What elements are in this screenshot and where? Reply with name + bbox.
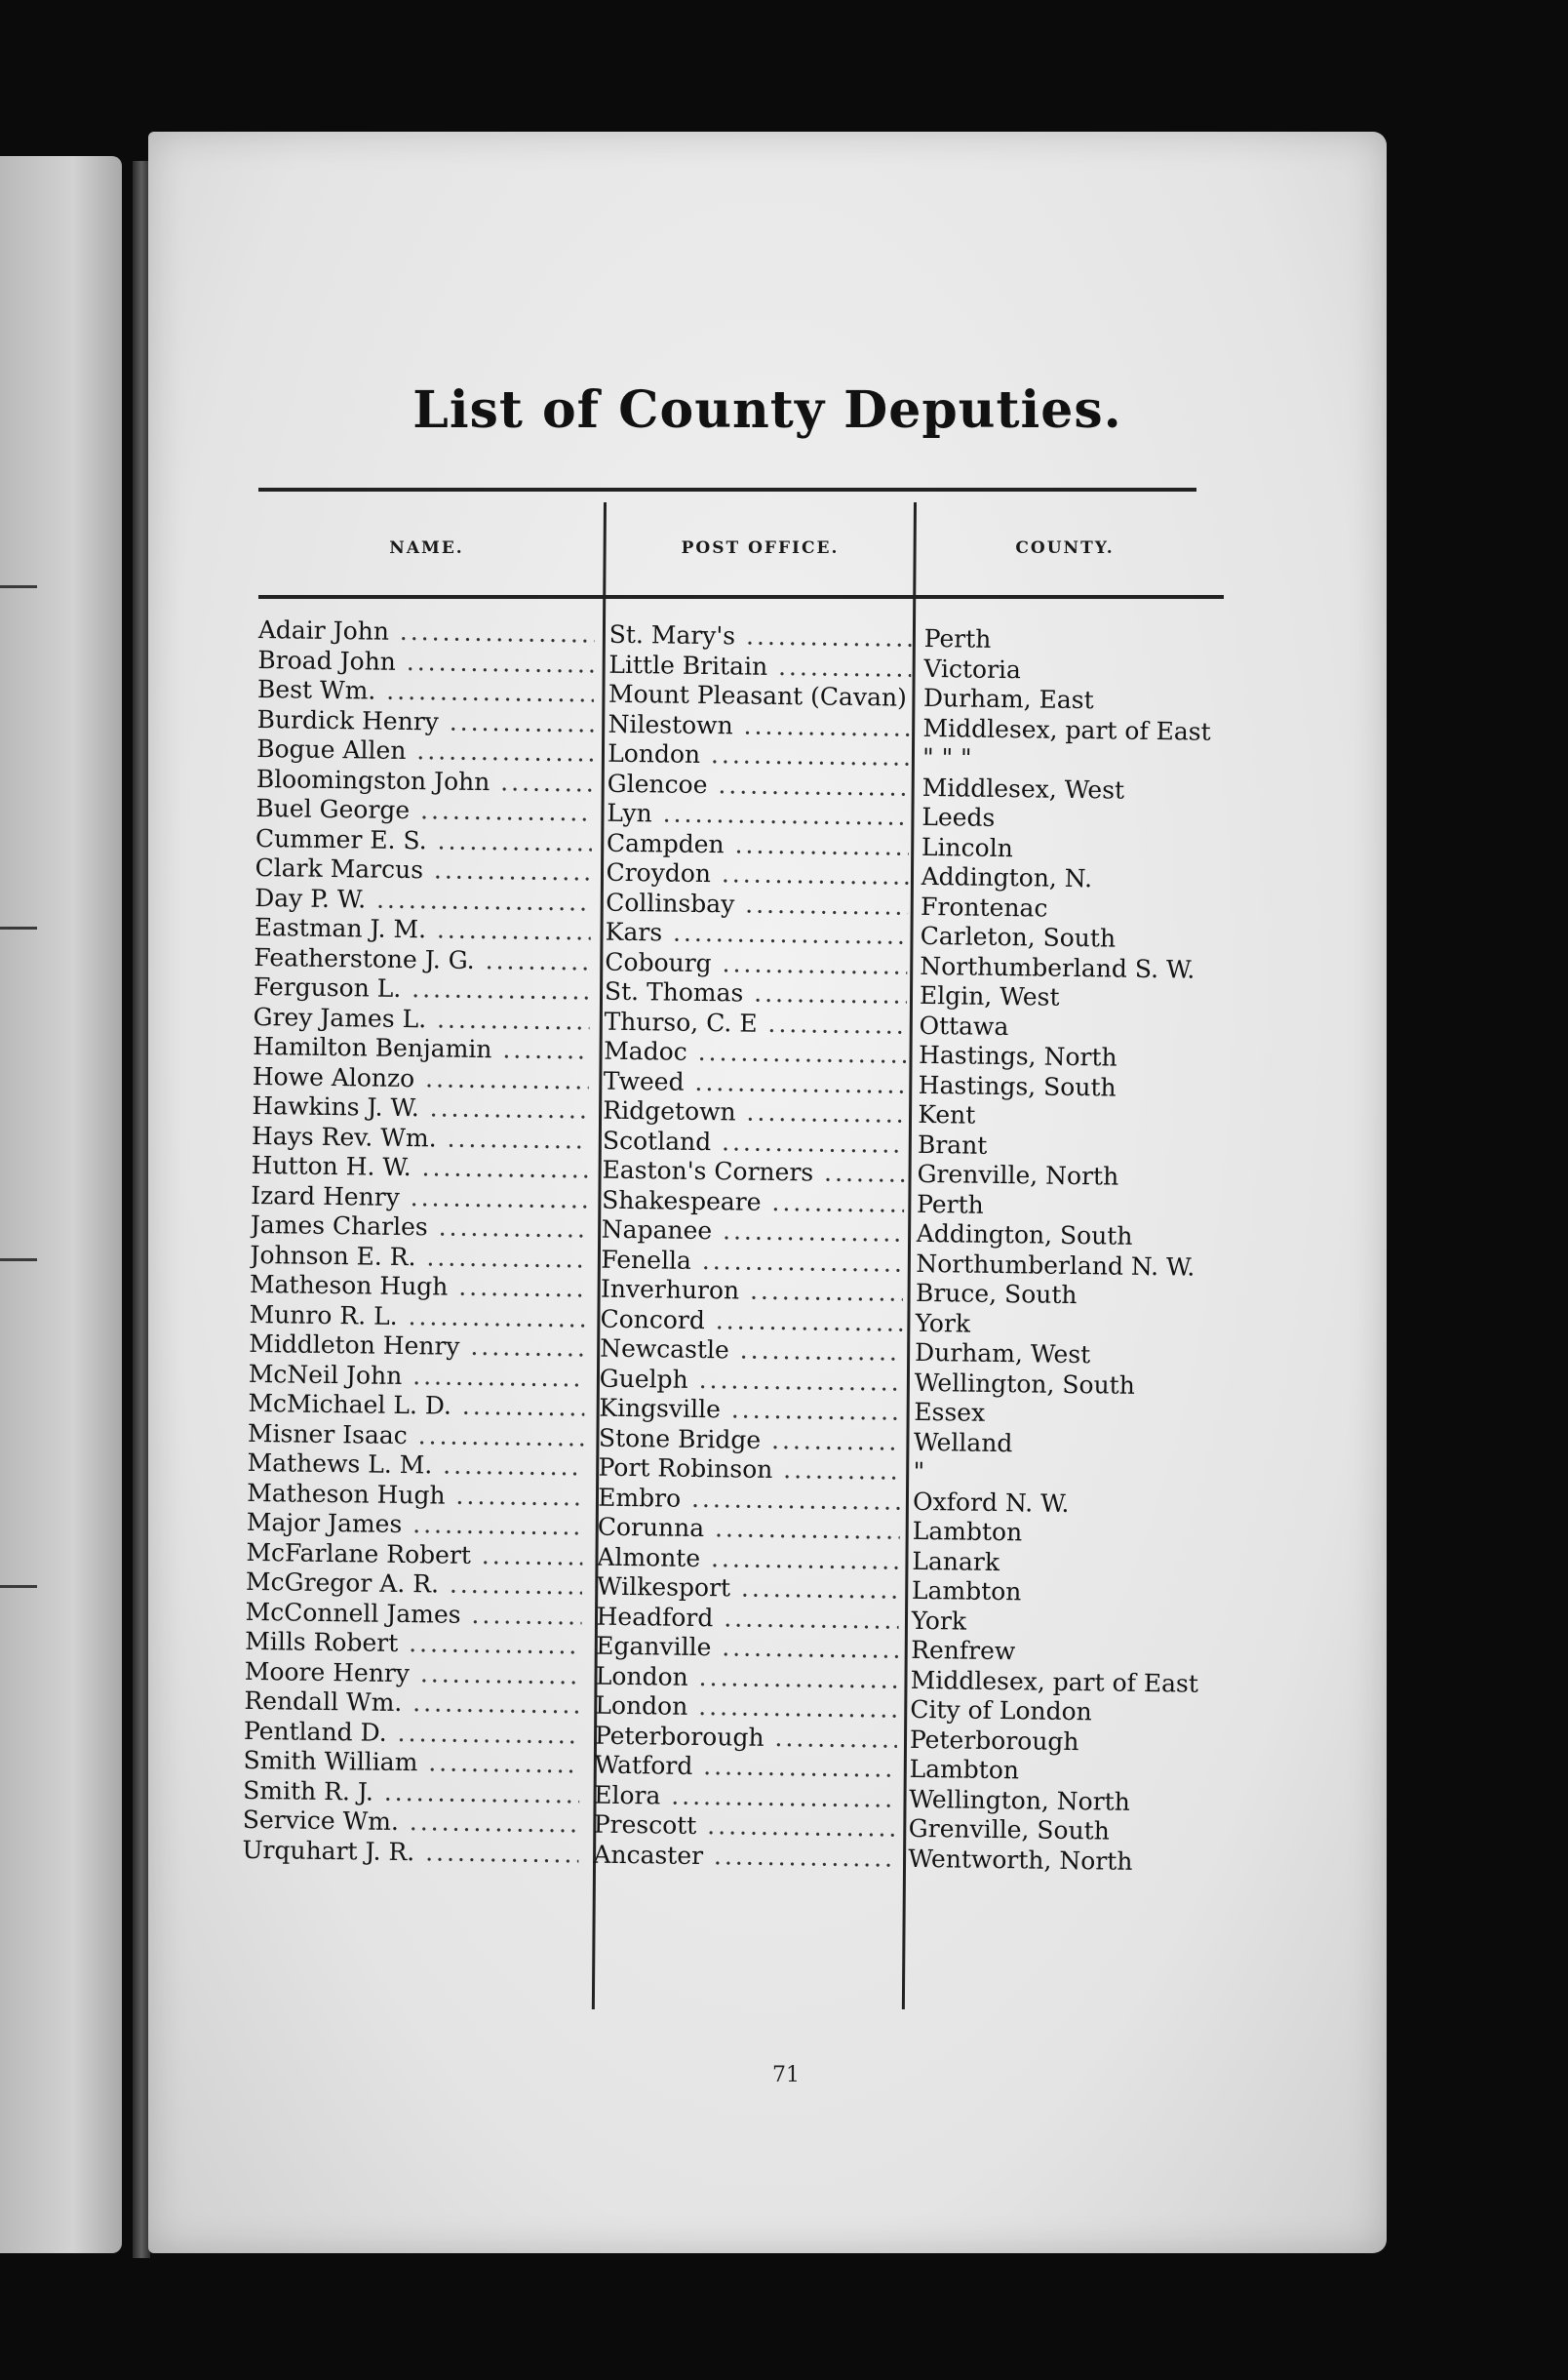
post-office: Easton's Corners ..... <box>602 1156 904 1189</box>
deputies-table <box>242 615 1351 1880</box>
margin-mark <box>0 1585 37 1588</box>
post-office: Watford ..... <box>594 1751 896 1784</box>
county: York <box>915 1308 971 1338</box>
county: Lambton <box>911 1575 1022 1606</box>
margin-mark <box>0 585 37 588</box>
post-office: Ridgetown ..... <box>603 1096 905 1130</box>
post-office: Almonte ..... <box>597 1542 899 1575</box>
deputy-name: Burdick Henry ..... <box>256 704 593 738</box>
title-rule <box>258 488 1196 492</box>
county: Addington, N. <box>921 861 1093 893</box>
county: Lincoln <box>921 832 1013 862</box>
post-office: Cobourg ..... <box>605 947 907 980</box>
post-office: Nilestown ..... <box>608 709 910 742</box>
deputy-name: Day P. W. ..... <box>255 883 591 917</box>
post-office: Scotland ..... <box>603 1126 905 1159</box>
county: City of London <box>910 1694 1092 1726</box>
county: Lanark <box>912 1546 1000 1576</box>
deputy-name: Major James ..... <box>247 1508 583 1542</box>
post-office: Inverhuron ..... <box>601 1275 903 1308</box>
post-office: Collinsbay ..... <box>606 888 908 921</box>
margin-mark <box>0 1258 37 1261</box>
page-number: 71 <box>772 2063 800 2087</box>
post-office: Kars ..... <box>606 918 908 951</box>
post-office: Fenella ..... <box>601 1245 903 1278</box>
deputy-name: Hutton H. W. ..... <box>251 1151 587 1185</box>
deputy-name: Bogue Allen ..... <box>256 734 593 769</box>
deputy-name: Buel George ..... <box>255 794 592 828</box>
post-office: Croydon ..... <box>606 858 908 892</box>
deputy-name: Mathews L. M. ..... <box>247 1448 583 1483</box>
post-office: Peterborough ..... <box>595 1721 897 1754</box>
deputy-name: McFarlane Robert ..... <box>246 1537 582 1571</box>
post-office: Madoc ..... <box>604 1037 906 1070</box>
deputy-name: Mills Robert ..... <box>245 1627 581 1661</box>
post-office: Tweed ..... <box>604 1066 906 1099</box>
county: Grenville, North <box>917 1159 1119 1191</box>
deputy-name: James Charles ..... <box>251 1210 587 1245</box>
county: York <box>911 1606 967 1636</box>
deputy-name: Hamilton Benjamin ..... <box>253 1032 589 1066</box>
county: Perth <box>923 623 992 654</box>
county: Perth <box>916 1189 984 1219</box>
county: Peterborough <box>909 1725 1079 1756</box>
county: Middlesex, part of East <box>910 1665 1199 1698</box>
county: Brant <box>917 1130 988 1160</box>
post-office: Wilkesport ..... <box>597 1572 899 1606</box>
deputy-name: McConnell James ..... <box>245 1597 581 1631</box>
post-office: Port Robinson ..... <box>598 1453 900 1487</box>
post-office: Elora ..... <box>594 1780 896 1813</box>
post-office: St. Mary's ..... <box>609 620 912 654</box>
county: Hastings, South <box>918 1070 1117 1102</box>
deputy-name: Moore Henry ..... <box>245 1656 581 1690</box>
deputy-name: Featherstone J. G. ..... <box>254 942 590 976</box>
deputy-name: Best Wm. ..... <box>257 675 594 709</box>
county: Leeds <box>921 802 996 832</box>
deputy-name: Ferguson L. ..... <box>254 972 590 1007</box>
deputy-name: Bloomingston John ..... <box>256 764 593 798</box>
county: Frontenac <box>920 892 1048 923</box>
deputy-name: Izard Henry ..... <box>251 1180 587 1214</box>
county: Lambton <box>909 1754 1020 1785</box>
deputy-name: Hays Rev. Wm. ..... <box>252 1121 588 1155</box>
post-office: Ancaster ..... <box>593 1840 895 1873</box>
county: Wellington, South <box>914 1368 1136 1400</box>
post-office: St. Thomas ..... <box>605 977 907 1011</box>
deputy-name: Eastman J. M. ..... <box>255 913 591 947</box>
header-name: NAME. <box>389 538 464 558</box>
post-office: Lyn ..... <box>607 799 909 832</box>
county: Lambton <box>912 1516 1023 1547</box>
deputy-name: McMichael L. D. ..... <box>248 1389 584 1423</box>
deputy-name: Misner Isaac ..... <box>248 1418 584 1452</box>
post-office: Newcastle ..... <box>600 1334 902 1368</box>
deputy-name: McNeil John ..... <box>249 1359 585 1393</box>
margin-mark <box>0 927 37 930</box>
county: Carleton, South <box>920 921 1117 953</box>
county: Wentworth, North <box>908 1844 1133 1876</box>
county: Middlesex, West <box>921 773 1125 805</box>
county: Ottawa <box>919 1011 1009 1041</box>
deputy-name: Grey James L. ..... <box>253 1002 589 1036</box>
deputy-name: Broad John ..... <box>257 645 594 679</box>
deputy-name: Clark Marcus ..... <box>255 853 591 888</box>
post-office: Campden ..... <box>607 828 909 861</box>
post-office: Embro ..... <box>598 1483 900 1516</box>
county: Elgin, West <box>919 980 1060 1012</box>
county: Renfrew <box>910 1635 1016 1666</box>
post-office: Eganville ..... <box>596 1632 898 1665</box>
post-office: Mount Pleasant (Cavan) ..... <box>608 680 911 713</box>
county: Hastings, North <box>918 1040 1117 1072</box>
post-office: Shakespeare ..... <box>602 1185 904 1218</box>
deputy-name: Middleton Henry ..... <box>249 1329 585 1364</box>
deputy-name: Smith William ..... <box>243 1746 579 1780</box>
deputy-name: Cummer E. S. ..... <box>255 823 592 857</box>
post-office: Stone Bridge ..... <box>599 1423 901 1456</box>
post-office: Little Britain ..... <box>608 650 911 683</box>
county: Oxford N. W. <box>912 1487 1070 1518</box>
left-facing-page <box>0 156 122 2253</box>
county: Kent <box>918 1099 976 1130</box>
deputy-name: Pentland D. ..... <box>244 1716 580 1750</box>
county: Welland <box>913 1427 1013 1457</box>
post-office: London ..... <box>596 1661 898 1694</box>
deputy-name: Howe Alonzo ..... <box>253 1061 589 1095</box>
county: " " " <box>921 742 972 773</box>
post-office: Prescott ..... <box>594 1810 896 1844</box>
deputy-name: McGregor A. R. ..... <box>246 1567 582 1602</box>
header-post-office: POST OFFICE. <box>681 538 840 558</box>
deputy-name: Service Wm. ..... <box>243 1805 579 1840</box>
header-county: COUNTY. <box>1015 538 1115 558</box>
post-office: Concord ..... <box>600 1304 902 1337</box>
county: Northumberland S. W. <box>920 951 1196 984</box>
county: Addington, South <box>916 1218 1133 1250</box>
post-office: London ..... <box>595 1691 897 1725</box>
post-office: Kingsville ..... <box>599 1394 901 1427</box>
county: Northumberland N. W. <box>916 1249 1196 1282</box>
county: Middlesex, part of East <box>922 713 1211 746</box>
post-office: Thurso, C. E ..... <box>604 1007 906 1040</box>
county: Bruce, South <box>915 1278 1078 1310</box>
post-office: Guelph ..... <box>600 1364 902 1397</box>
post-office: London ..... <box>608 739 910 773</box>
county: Essex <box>914 1397 986 1427</box>
county: " <box>913 1456 925 1487</box>
county: Durham, West <box>914 1337 1091 1369</box>
header-rule <box>258 595 1224 599</box>
county: Durham, East <box>922 683 1094 715</box>
deputy-name: Adair John ..... <box>258 615 595 650</box>
post-office: Corunna ..... <box>598 1513 900 1546</box>
document-page <box>148 132 1387 2253</box>
county: Grenville, South <box>908 1813 1111 1845</box>
post-office: Glencoe ..... <box>608 769 910 802</box>
deputy-name: Matheson Hugh ..... <box>247 1478 583 1512</box>
page-title: List of County Deputies. <box>412 380 1122 440</box>
post-office: Napanee ..... <box>602 1215 904 1249</box>
deputy-name: Hawkins J. W. ..... <box>252 1091 588 1126</box>
deputy-name: Smith R. J. ..... <box>243 1775 579 1809</box>
county: Wellington, North <box>908 1784 1131 1816</box>
deputy-name: Johnson E. R. ..... <box>250 1240 586 1274</box>
deputy-name: Matheson Hugh ..... <box>250 1270 586 1304</box>
post-office: Headford ..... <box>596 1602 898 1635</box>
deputy-name: Rendall Wm. ..... <box>244 1686 580 1721</box>
deputy-name: Munro R. L. ..... <box>249 1299 585 1333</box>
deputy-name: Urquhart J. R. ..... <box>242 1835 578 1869</box>
county: Victoria <box>923 654 1022 684</box>
